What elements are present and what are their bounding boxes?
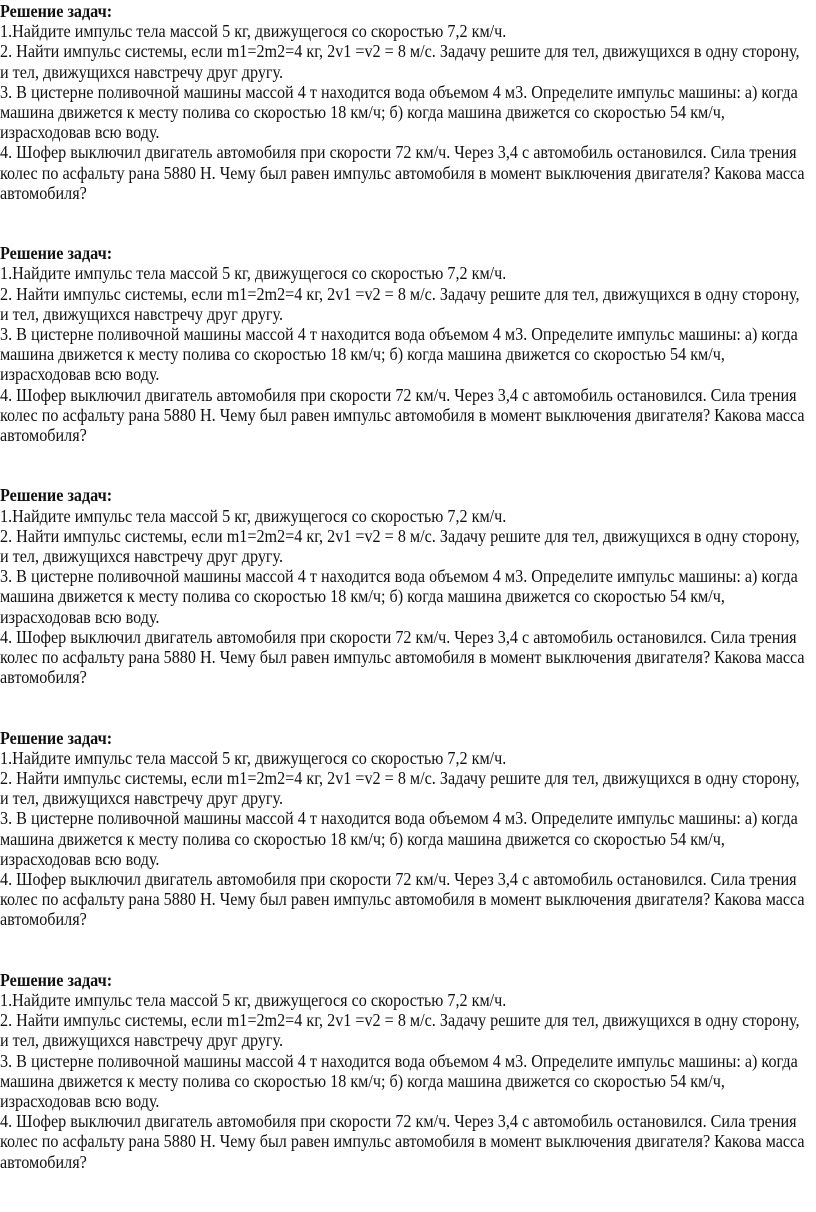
task-block	[0, 1, 808, 243]
problem-3: 3. В цистерне поливочной машины массой 4 т находится вода объемом 4 м3. Определите импульс машины: а) когда машина движется к месту полива со скоростью 18 км/ч; б) когда машина движется со скоростью 54 км/ч, израсходовав всю воду.	[0, 1050, 798, 1111]
problem-1: 1.Найдите импульс тела массой 5 кг, движущегося со скоростью 7,2 км/ч.	[0, 989, 507, 1010]
block-title: Решение задач:	[0, 727, 113, 748]
problem-4: 4. Шофер выключил двигатель автомобиля при скорости 72 км/ч. Через 3,4 с автомобиль остановился. Сила трения колес по асфальту рана 5880 Н. Чему был равен импульс автомобиля в момент выключения двигателя? Какова масса автомобиля?	[0, 384, 805, 446]
document-page	[0, 1, 808, 1212]
problem-3: 3. В цистерне поливочной машины массой 4 т находится вода объемом 4 м3. Определите импульс машины: а) когда машина движется к месту полива со скоростью 18 км/ч; б) когда машина движется со скоростью 54 км/ч, израсходовав всю воду.	[0, 81, 798, 143]
problem-1: 1.Найдите импульс тела массой 5 кг, движущегося со скоростью 7,2 км/ч.	[0, 747, 507, 768]
problem-3: 3. В цистерне поливочной машины массой 4 т находится вода объемом 4 м3. Определите импульс машины: а) когда машина движется к месту полива со скоростью 18 км/ч; б) когда машина движется со скоростью 54 км/ч, израсходовав всю воду.	[0, 324, 798, 385]
task-block	[0, 728, 808, 970]
task-block	[0, 243, 808, 485]
problem-4: 4. Шофер выключил двигатель автомобиля при скорости 72 км/ч. Через 3,4 с автомобиль остановился. Сила трения колес по асфальту рана 5880 Н. Чему был равен импульс автомобиля в момент выключения двигателя? Какова масса автомобиля?	[0, 868, 805, 930]
task-block	[0, 485, 808, 727]
problem-4: 4. Шофер выключил двигатель автомобиля при скорости 72 км/ч. Через 3,4 с автомобиль остановился. Сила трения колес по асфальту рана 5880 Н. Чему был равен импульс автомобиля в момент выключения двигателя? Какова масса автомобиля?	[0, 626, 805, 688]
problem-2: 2. Найти импульс системы, если m1=2m2=4 кг, 2v1 =v2 = 8 м/с. Задачу решите для тел, движущихся в одну сторону, и тел, движущихся навстречу друг другу.	[0, 525, 800, 566]
problem-4: 4. Шофер выключил двигатель автомобиля при скорости 72 км/ч. Через 3,4 с автомобиль остановился. Сила трения колес по асфальту рана 5880 Н. Чему был равен импульс автомобиля в момент выключения двигателя? Какова масса автомобиля?	[0, 142, 805, 203]
block-title: Решение задач:	[0, 1, 113, 21]
problem-4: 4. Шофер выключил двигатель автомобиля при скорости 72 км/ч. Через 3,4 с автомобиль остановился. Сила трения колес по асфальту рана 5880 Н. Чему был равен импульс автомобиля в момент выключения двигателя? Какова масса автомобиля?	[0, 1111, 805, 1172]
problem-1: 1.Найдите импульс тела массой 5 кг, движущегося со скоростью 7,2 км/ч.	[0, 21, 507, 42]
problem-1: 1.Найдите импульс тела массой 5 кг, движущегося со скоростью 7,2 км/ч.	[0, 263, 507, 284]
problem-2: 2. Найти импульс системы, если m1=2m2=4 кг, 2v1 =v2 = 8 м/с. Задачу решите для тел, движущихся в одну сторону, и тел, движущихся навстречу друг другу.	[0, 767, 800, 809]
block-title: Решение задач:	[0, 243, 113, 264]
task-block	[0, 970, 808, 1212]
problem-2: 2. Найти импульс системы, если m1=2m2=4 кг, 2v1 =v2 = 8 м/с. Задачу решите для тел, движущихся в одну сторону, и тел, движущихся навстречу друг другу.	[0, 1010, 800, 1051]
problem-3: 3. В цистерне поливочной машины массой 4 т находится вода объемом 4 м3. Определите импульс машины: а) когда машина движется к месту полива со скоростью 18 км/ч; б) когда машина движется со скоростью 54 км/ч, израсходовав всю воду.	[0, 566, 798, 627]
problem-2: 2. Найти импульс системы, если m1=2m2=4 кг, 2v1 =v2 = 8 м/с. Задачу решите для тел, движущихся в одну сторону, и тел, движущихся навстречу друг другу.	[0, 283, 800, 324]
problem-3: 3. В цистерне поливочной машины массой 4 т находится вода объемом 4 м3. Определите импульс машины: а) когда машина движется к месту полива со скоростью 18 км/ч; б) когда машина движется со скоростью 54 км/ч, израсходовав всю воду.	[0, 808, 798, 869]
block-title: Решение задач:	[0, 485, 113, 506]
problem-2: 2. Найти импульс системы, если m1=2m2=4 кг, 2v1 =v2 = 8 м/с. Задачу решите для тел, движущихся в одну сторону, и тел, движущихся навстречу друг другу.	[0, 41, 800, 82]
block-title: Решение задач:	[0, 969, 113, 990]
problem-1: 1.Найдите импульс тела массой 5 кг, движущегося со скоростью 7,2 км/ч.	[0, 505, 507, 526]
